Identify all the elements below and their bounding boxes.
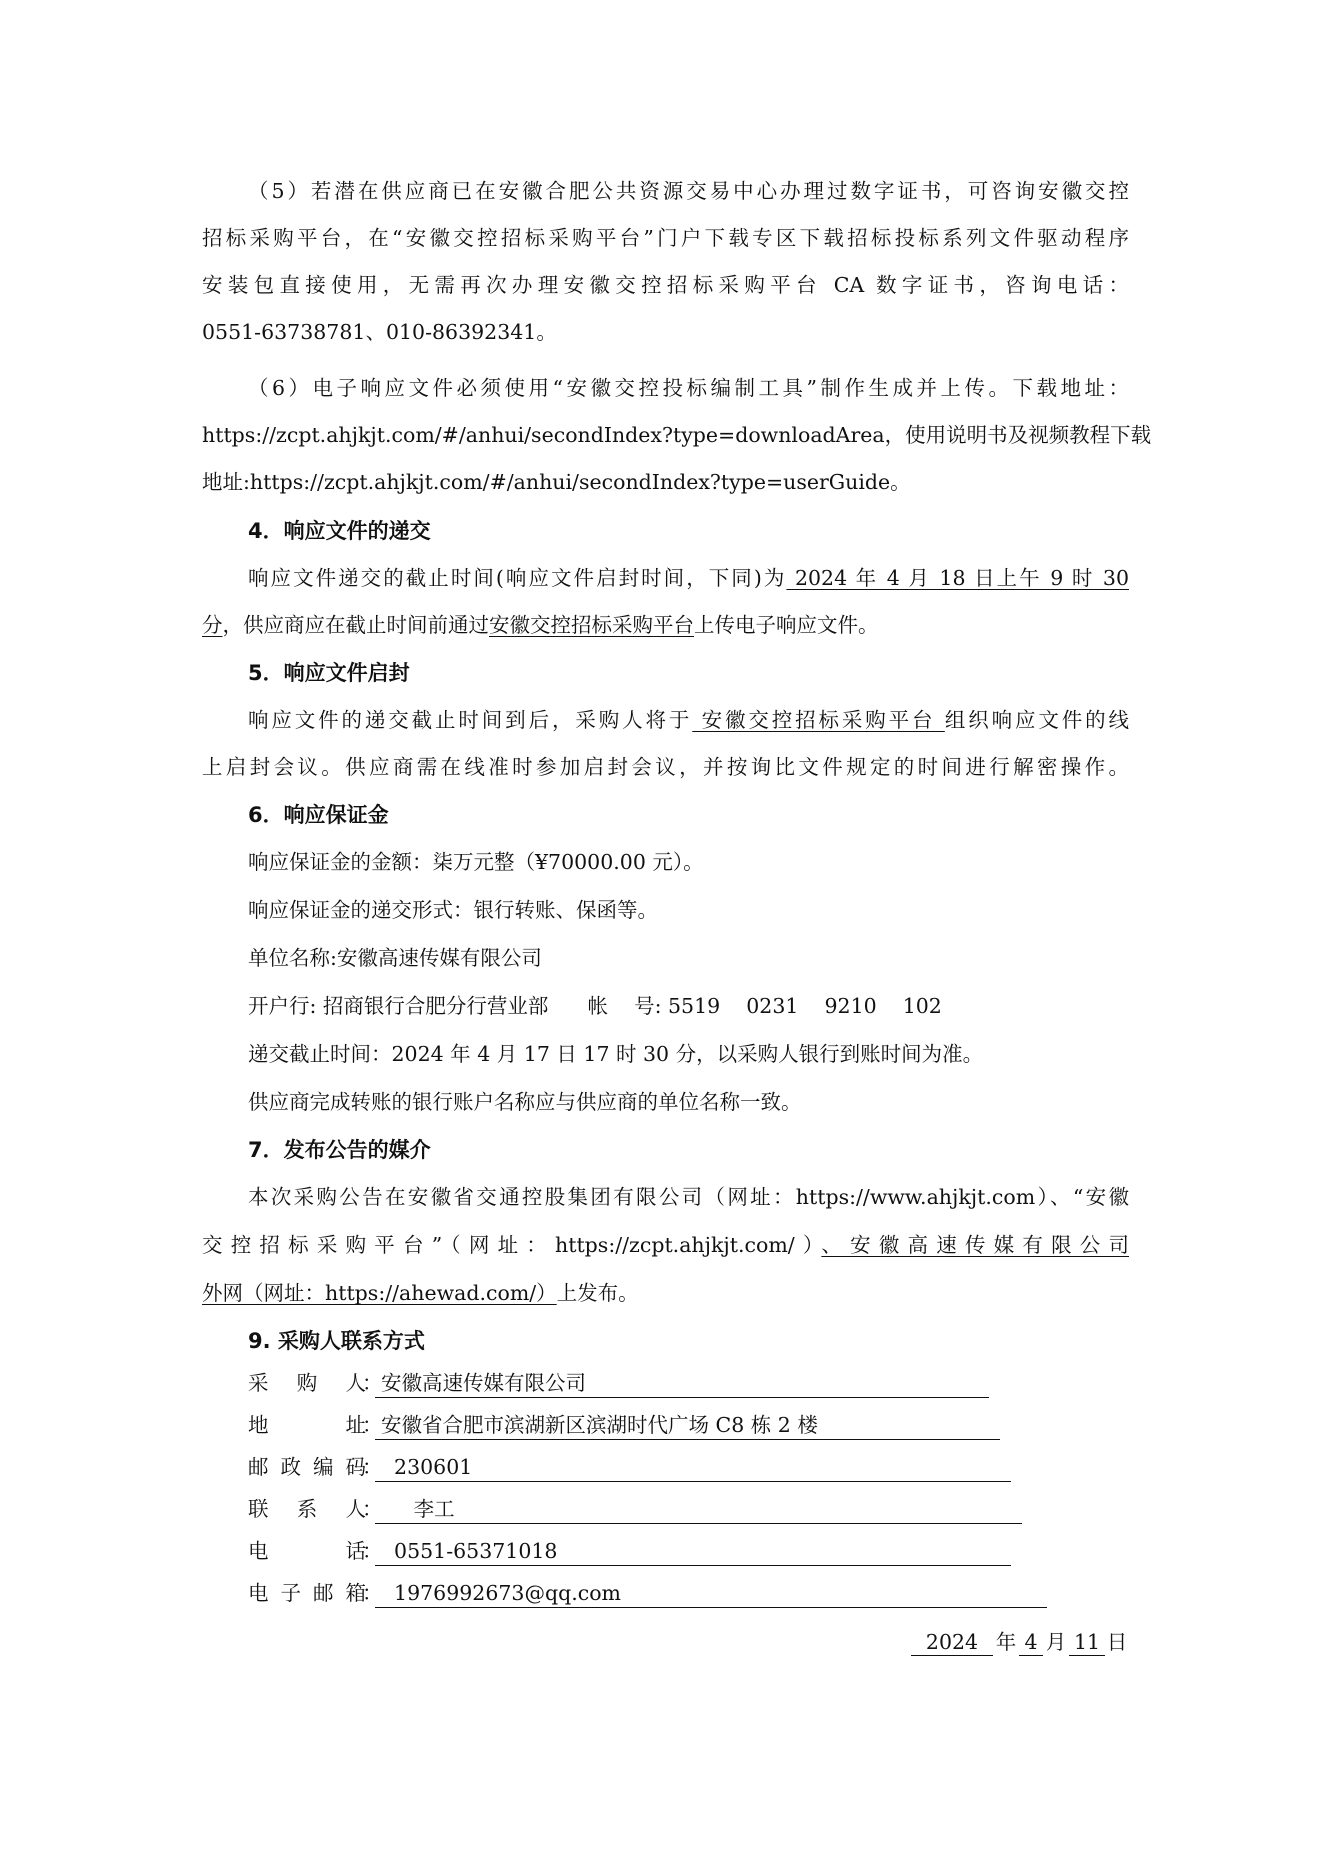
phone-colon: ：	[362, 1539, 383, 1563]
section-7-line3	[202, 1278, 1129, 1308]
phone-label: 电话	[248, 1539, 366, 1563]
email-value: 1976992673@qq.com	[375, 1578, 1047, 1608]
date-day-unit: 日	[1106, 1630, 1128, 1654]
address-value: 安徽省合肥市滨湖新区滨湖时代广场 C8 栋 2 楼	[375, 1410, 1000, 1440]
contact-label: 联系人	[248, 1497, 366, 1521]
postcode-label: 邮政编码	[248, 1455, 366, 1479]
deposit-unit-name: 单位名称:安徽高速传媒有限公司	[248, 946, 542, 970]
section-5-platform: 安徽交控招标采购平台	[692, 708, 945, 732]
date-month-unit: 月	[1045, 1630, 1067, 1654]
item6-line1: （6）电子响应文件必须使用“安徽交控投标编制工具”制作生成并上传。下载地址：	[248, 376, 1129, 400]
email-label: 电子邮箱	[248, 1581, 366, 1605]
address-colon: ：	[362, 1413, 383, 1437]
date-month: 4	[1019, 1629, 1043, 1656]
deposit-note: 供应商完成转账的银行账户名称应与供应商的单位名称一致。	[248, 1090, 802, 1114]
section-4-heading: 4．响应文件的递交	[248, 519, 431, 543]
postcode-value: 230601	[375, 1452, 1011, 1482]
section-4-line1	[248, 563, 1129, 593]
section-7-line2-text: 交控招标采购平台”（网址：https://zcpt.ahjkjt.com/）	[202, 1233, 822, 1257]
purchaser-label: 采购人	[248, 1371, 366, 1395]
deposit-bank-account: 开户行: 招商银行合肥分行营业部 帐 号: 5519 0231 9210 102	[248, 994, 942, 1018]
item6-line2: https://zcpt.ahjkjt.com/#/anhui/secondIndex?type=downloadArea，使用说明书及视频教程下载	[202, 423, 1152, 447]
section-6-heading: 6．响应保证金	[248, 803, 389, 827]
purchaser-colon: ：	[362, 1371, 383, 1395]
date-year: 2024	[911, 1629, 993, 1656]
section-5-line1-end: 组织响应文件的线	[944, 708, 1130, 732]
item5-line3: 安装包直接使用，无需再次办理安徽交控招标采购平台 CA 数字证书，咨询电话：	[202, 273, 1129, 297]
item6-line3: 地址:https://zcpt.ahjkjt.com/#/anhui/secondIndex?type=userGuide。	[202, 470, 911, 494]
contact-value: 李工	[375, 1494, 1022, 1524]
section-4-line1-text: 响应文件递交的截止时间(响应文件启封时间，下同)为	[248, 566, 787, 590]
date-year-unit: 年	[995, 1630, 1017, 1654]
section-7-website-link: 外网（网址：https://ahewad.com/）	[202, 1281, 557, 1305]
section-4-platform: 安徽交控招标采购平台	[489, 613, 694, 637]
document-date	[880, 1627, 1129, 1657]
section-7-media-link: 、安徽高速传媒有限公司	[821, 1233, 1130, 1257]
section-9-heading: 9. 采购人联系方式	[248, 1329, 425, 1353]
section-4-line2	[202, 610, 1129, 640]
deposit-deadline: 递交截止时间：2024 年 4 月 17 日 17 时 30 分，以采购人银行到账时间为准。	[248, 1042, 984, 1066]
address-label: 地址	[248, 1413, 366, 1437]
section-5-line2: 上启封会议。供应商需在线准时参加启封会议，并按询比文件规定的时间进行解密操作。	[202, 755, 1129, 779]
section-4-deadline: 2024 年 4 月 18 日上午 9 时 30	[786, 566, 1129, 590]
date-day: 11	[1069, 1629, 1105, 1656]
phone-value: 0551-65371018	[375, 1536, 1011, 1566]
deposit-amount: 响应保证金的金额：柒万元整（¥70000.00 元）。	[248, 850, 704, 874]
section-5-heading: 5．响应文件启封	[248, 661, 410, 685]
email-colon: ：	[362, 1581, 383, 1605]
purchaser-value: 安徽高速传媒有限公司	[375, 1368, 989, 1398]
section-4-deadline-end: 分	[202, 613, 223, 637]
postcode-colon: ：	[362, 1455, 383, 1479]
section-5-line1	[248, 705, 1129, 735]
section-4-line2-mid: ，供应商应在截止时间前通过	[222, 613, 489, 637]
section-7-heading: 7．发布公告的媒介	[248, 1138, 431, 1162]
deposit-form: 响应保证金的递交形式：银行转账、保函等。	[248, 898, 658, 922]
contact-colon: ：	[362, 1497, 383, 1521]
section-7-line2	[202, 1230, 1129, 1260]
section-4-line2-end: 上传电子响应文件。	[694, 613, 879, 637]
item5-line4: 0551-63738781、010-86392341。	[202, 320, 557, 344]
section-7-line1: 本次采购公告在安徽省交通控股集团有限公司（网址：https://www.ahjkjt.com）、“安徽	[248, 1185, 1129, 1209]
item5-line1: （5）若潜在供应商已在安徽合肥公共资源交易中心办理过数字证书，可咨询安徽交控	[248, 179, 1129, 203]
section-7-line3-end: 上发布。	[556, 1281, 639, 1305]
item5-line2: 招标采购平台，在“安徽交控招标采购平台”门户下载专区下载招标投标系列文件驱动程序	[202, 226, 1129, 250]
section-5-line1-text: 响应文件的递交截止时间到后，采购人将于	[248, 708, 693, 732]
